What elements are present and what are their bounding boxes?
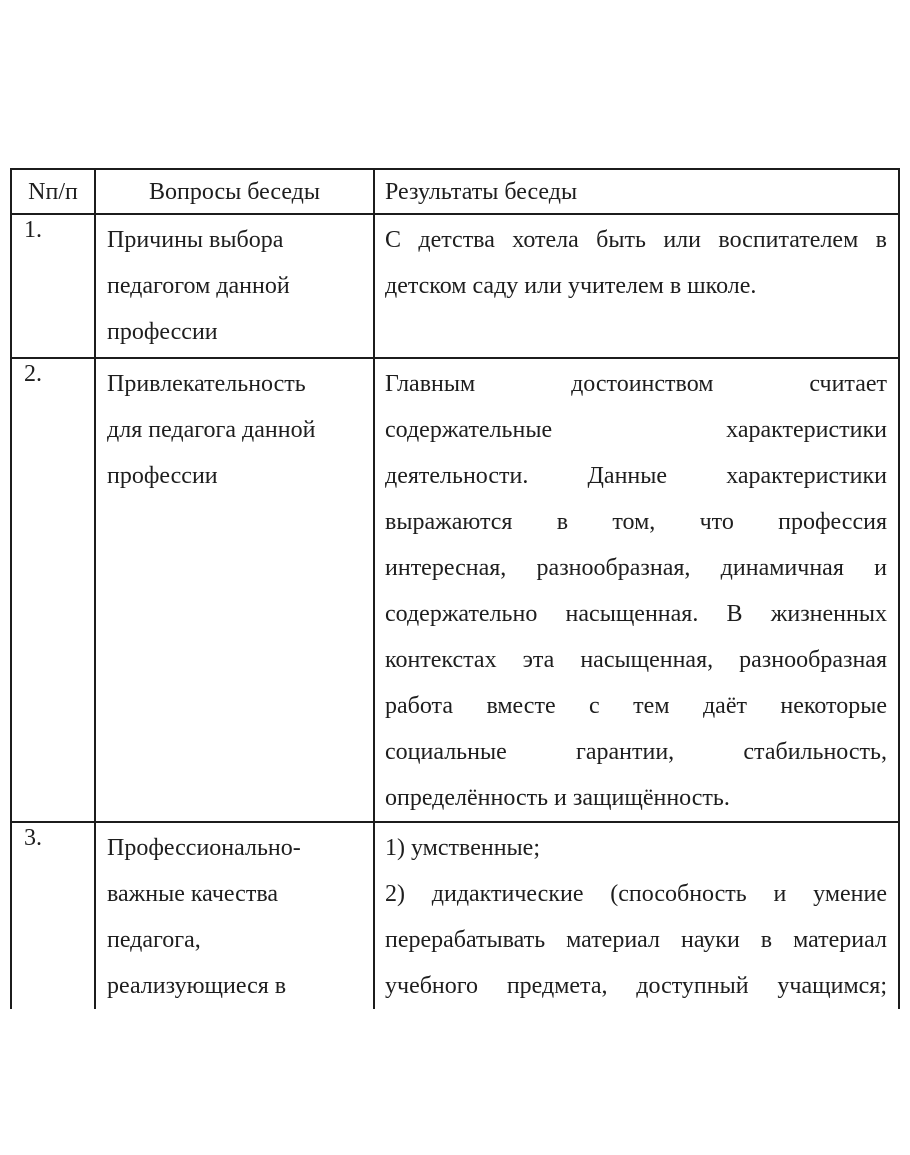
text-line: для педагога данной xyxy=(107,417,316,443)
row-number-cell: 3. xyxy=(11,822,95,1009)
table-header-row xyxy=(11,169,899,214)
text-line: содержательные характеристики xyxy=(385,417,887,443)
text-line: содержательно насыщенная. В жизненных xyxy=(385,601,887,627)
text-line: Привлекательность xyxy=(107,371,306,397)
result-cell xyxy=(374,358,899,822)
interview-results-table xyxy=(10,168,898,1009)
text-line: деятельности. Данные характеристики xyxy=(385,463,887,489)
question-cell xyxy=(95,822,374,1009)
table-row xyxy=(11,358,899,822)
header-cell-results: Результаты беседы xyxy=(374,169,899,214)
text-line: 1) умственные; xyxy=(385,835,540,861)
table xyxy=(10,168,900,1009)
text-line: определённость и защищённость. xyxy=(385,785,730,811)
text-line: С детства хотела быть или воспитателем в xyxy=(385,227,887,253)
question-cell xyxy=(95,214,374,358)
text-line: профессии xyxy=(107,319,218,345)
result-cell xyxy=(374,822,899,1009)
text-line: выражаются в том, что профессия xyxy=(385,509,887,535)
text-line: педагогом данной xyxy=(107,273,290,299)
table-row xyxy=(11,822,899,1009)
table-row xyxy=(11,214,899,358)
text-line: реализующиеся в xyxy=(107,973,287,999)
text-line: Причины выбора xyxy=(107,227,284,253)
row-number-cell: 2. xyxy=(11,358,95,822)
text-line: Профессионально- xyxy=(107,835,301,861)
result-cell xyxy=(374,214,899,358)
text-line: 2) дидактические (способность и умение xyxy=(385,881,887,907)
row-number-cell: 1. xyxy=(11,214,95,358)
header-cell-questions: Вопросы беседы xyxy=(95,169,374,214)
text-line: контекстах эта насыщенная, разнообразная xyxy=(385,647,887,673)
text-line: профессии xyxy=(107,463,218,489)
question-cell xyxy=(95,358,374,822)
text-line: интересная, разнообразная, динамичная и xyxy=(385,555,887,581)
text-line: работа вместе с тем даёт некоторые xyxy=(385,693,887,719)
text-line: Главным достоинством считает xyxy=(385,371,887,397)
text-line: детском саду или учителем в школе. xyxy=(385,273,757,299)
text-line: важные качества xyxy=(107,881,278,907)
header-cell-number: Nп/п xyxy=(11,169,95,214)
text-line: перерабатывать материал науки в материал xyxy=(385,927,887,953)
text-line: социальные гарантии, стабильность, xyxy=(385,739,887,765)
text-line: учебного предмета, доступный учащимся; xyxy=(385,973,887,999)
text-line: педагога, xyxy=(107,927,201,953)
